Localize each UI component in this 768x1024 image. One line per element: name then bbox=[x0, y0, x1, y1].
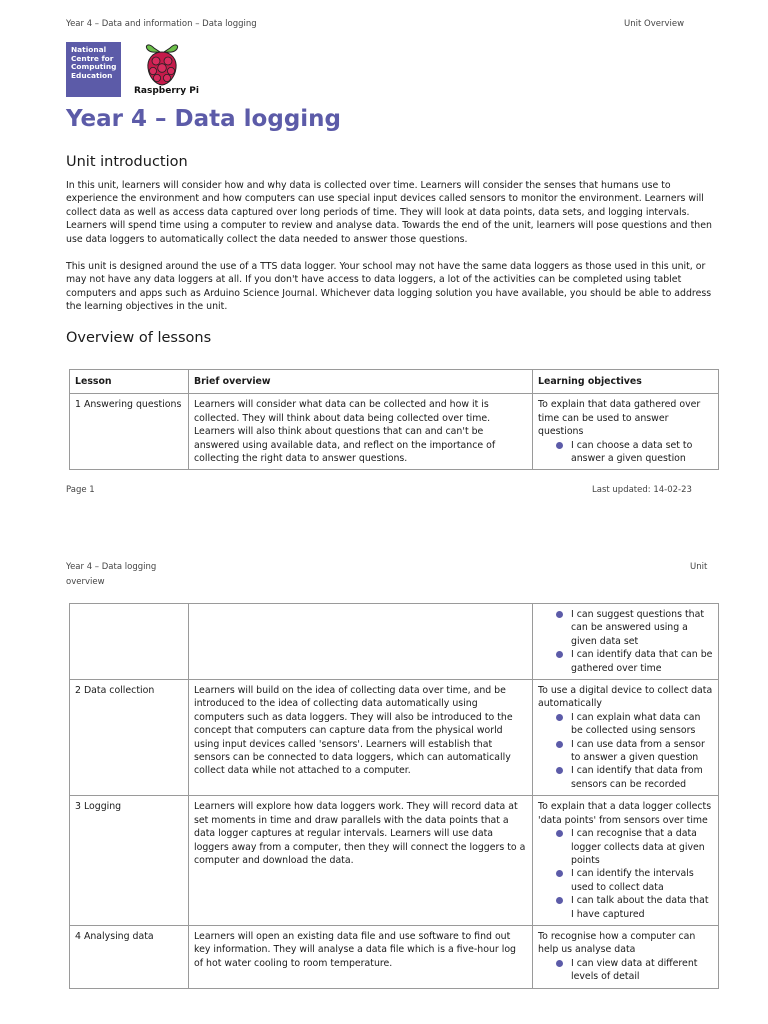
objective-text: To explain that a data logger collects 'data points' from sensors over time bbox=[538, 801, 712, 826]
objective-list bbox=[538, 957, 713, 984]
page-footer-page-number: Page 1 bbox=[66, 485, 95, 495]
objectives-cell bbox=[533, 680, 719, 796]
objective-text: To use a digital device to collect data automatically bbox=[538, 685, 713, 710]
page-title: Year 4 – Data logging bbox=[66, 106, 342, 132]
overview-cell: Learners will build on the idea of collecting data over time, and be introduced to the idea of collecting data automatically using computers such as data loggers. They will also be introduced to the concept that computers can capture data from the physical world using input devices called 'sensors'. Learners will establish that sensors can be connected to data loggers, which can automatically collect data while not attached to a computer. bbox=[189, 680, 533, 796]
column-header-lesson: Lesson bbox=[70, 370, 189, 394]
table-row bbox=[70, 796, 719, 926]
objective-list bbox=[538, 711, 713, 791]
page-footer-last-updated: Last updated: 14-02-23 bbox=[592, 485, 692, 495]
page-header-right: Unit bbox=[690, 562, 708, 572]
objective-list bbox=[538, 439, 713, 466]
overview-cell: Learners will consider what data can be collected and how it is collected. They will think about data being collected over time. Learners will also think about questions that can and can't be answered using available data, and reflect on the importance of collecting the right data to answer questions. bbox=[189, 394, 533, 470]
unit-intro-heading: Unit introduction bbox=[66, 154, 188, 170]
overview-heading: Overview of lessons bbox=[66, 330, 212, 346]
table-row bbox=[70, 680, 719, 796]
raspberry-pi-logo-text: Raspberry Pi bbox=[134, 86, 199, 96]
column-header-overview: Brief overview bbox=[189, 370, 533, 394]
lessons-table bbox=[69, 369, 719, 470]
objectives-cell bbox=[533, 394, 719, 470]
overview-cell: Learners will open an existing data file and use software to find out key information. They will analyse a data file which is a five-hour log of hot water cooling to room temperature. bbox=[189, 925, 533, 988]
objective-text: To recognise how a computer can help us analyse data bbox=[538, 930, 696, 956]
objective-bullet: I can suggest questions that can be answered using a given data set bbox=[552, 608, 713, 648]
objective-bullet: I can recognise that a data logger collects data at given points bbox=[552, 827, 713, 867]
objective-bullet: I can talk about the data that I have captured bbox=[552, 894, 713, 921]
column-header-objectives: Learning objectives bbox=[533, 370, 719, 394]
document-page-2 bbox=[0, 520, 768, 1024]
page-header-left bbox=[66, 561, 156, 589]
objectives-cell bbox=[533, 796, 719, 926]
objective-bullet: I can identify the intervals used to collect data bbox=[552, 867, 713, 894]
objectives-cell bbox=[533, 604, 719, 680]
table-row bbox=[70, 394, 719, 470]
page-header-left-line2: overview bbox=[66, 577, 105, 587]
lesson-cell: 3 Logging bbox=[70, 796, 189, 926]
objective-text: To explain that data gathered over time can be used to answer questions bbox=[538, 399, 701, 438]
lesson-cell: 2 Data collection bbox=[70, 680, 189, 796]
overview-cell: Learners will explore how data loggers work. They will record data at set moments in time and draw parallels with the data points that a data logger captures at regular intervals. Learners will use data loggers away from a computer, then they will connect the loggers to a computer and download the data. bbox=[189, 796, 533, 926]
table-row bbox=[70, 604, 719, 680]
objective-list bbox=[538, 608, 713, 675]
objective-bullet: I can explain what data can be collected using sensors bbox=[552, 711, 713, 738]
intro-paragraph-1: In this unit, learners will consider how and why data is collected over time. Learners will consider the senses that humans use to experience the environment and how computers can use special input devices called sensors to monitor the environment. Learners will collect data as well as access data captured over long periods of time. They will look at data points, data sets, and logging intervals. Learners will spend time using a computer to review and analyse data. Towards the end of the unit, learners will pose questions and then use data loggers to automatically collect the data needed to answer those questions. bbox=[66, 180, 712, 245]
objective-bullet: I can choose a data set to answer a given question bbox=[552, 439, 713, 466]
overview-cell bbox=[189, 604, 533, 680]
page-header-left-line1: Year 4 – Data logging bbox=[66, 562, 157, 572]
objective-bullet: I can identify that data from sensors can be recorded bbox=[552, 764, 713, 791]
objective-list bbox=[538, 827, 713, 921]
lesson-cell: 1 Answering questions bbox=[70, 394, 189, 470]
objective-bullet: I can view data at different levels of detail bbox=[552, 957, 713, 984]
table-row bbox=[70, 925, 719, 988]
page-header-left: Year 4 – Data and information – Data logging bbox=[66, 19, 257, 29]
ncce-logo: National Centre for Computing Education bbox=[66, 42, 121, 97]
objectives-cell bbox=[533, 925, 719, 988]
intro-paragraph-2: This unit is designed around the use of a TTS data logger. Your school may not have the same data loggers as those used in this unit, or may not have any data loggers at all. If you don't have access to data loggers, a lot of the activities can be completed using tablet computers and apps such as Arduino Science Journal. Whichever data logging solution you have available, you should be able to address the learning objectives in the unit. bbox=[66, 261, 712, 313]
page-header-right: Unit Overview bbox=[624, 19, 685, 29]
objective-bullet: I can use data from a sensor to answer a given question bbox=[552, 738, 713, 765]
objective-bullet: I can identify data that can be gathered over time bbox=[552, 648, 713, 675]
lesson-cell: 4 Analysing data bbox=[70, 925, 189, 988]
lessons-table-continued bbox=[69, 603, 719, 989]
lesson-cell bbox=[70, 604, 189, 680]
table-header-row bbox=[70, 370, 719, 394]
raspberry-pi-logo-icon bbox=[142, 40, 182, 86]
